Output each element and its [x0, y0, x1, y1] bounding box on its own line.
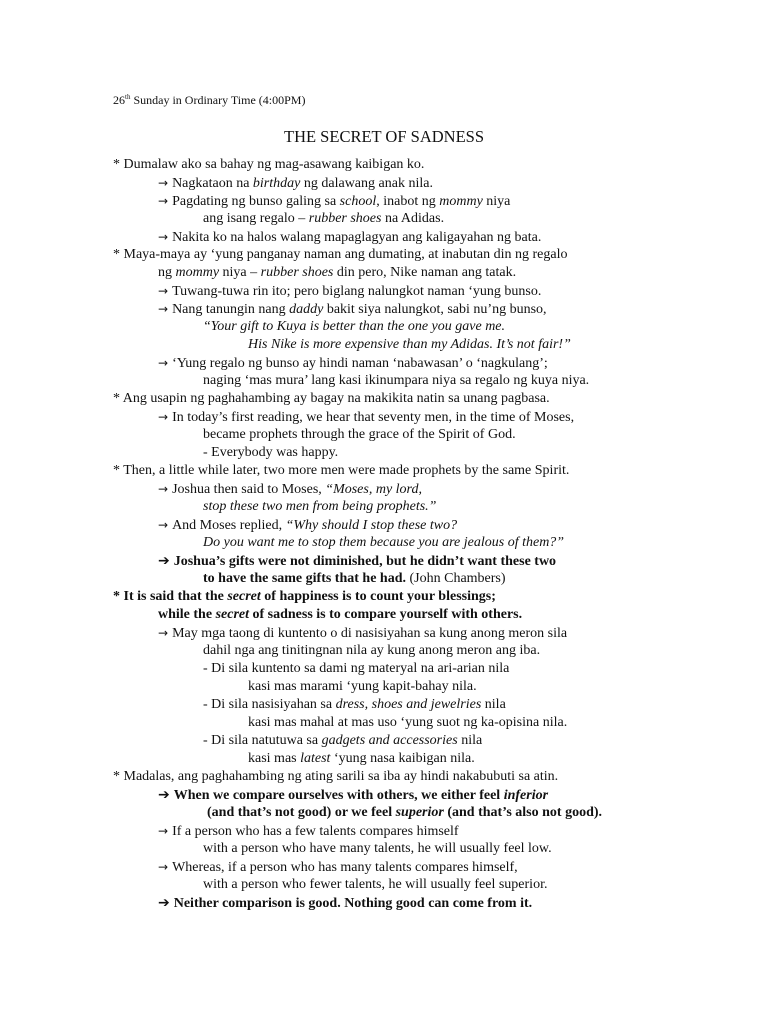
text-line	[203, 876, 547, 894]
text-segment: din pero, Nike naman ang tatak.	[333, 265, 517, 280]
text-segment: rubber shoes	[260, 265, 334, 280]
text-segment: became prophets through the grace of the Spirit of God.	[203, 427, 516, 442]
text-line	[158, 354, 548, 373]
text-segment: (and that’s not good) or we feel	[207, 805, 396, 820]
text-segment: Nagkataon na	[172, 176, 253, 191]
text-line	[158, 894, 532, 913]
text-line	[203, 660, 509, 678]
text-segment: Joshua’s gifts were not diminished, but he didn’t want these two	[173, 554, 557, 569]
text-segment: ‘yung nasa kaibigan nila.	[330, 751, 475, 766]
text-segment: - Everybody was happy.	[203, 445, 339, 460]
arrow-icon: →	[158, 860, 169, 874]
bold-arrow-icon: ➔	[158, 787, 170, 803]
text-line	[158, 408, 574, 427]
arrow-icon: →	[158, 230, 169, 244]
arrow-icon: →	[158, 284, 169, 298]
text-line	[158, 858, 518, 877]
text-segment: In today’s first reading, we hear that seventy men, in the time of Moses,	[172, 410, 575, 425]
text-line	[158, 552, 556, 571]
text-line	[203, 318, 505, 336]
text-segment: Whereas, if a person who has many talents compares himself,	[172, 860, 518, 875]
text-line	[248, 714, 567, 732]
bullet-marker: *	[113, 769, 120, 784]
text-segment: “Moses, my lord,	[325, 482, 422, 497]
text-segment: (and that’s also not good).	[443, 805, 603, 820]
text-segment: Then, a little while later, two more men were made prophets by the same Spirit.	[120, 463, 570, 478]
arrow-icon: →	[158, 356, 169, 370]
text-segment: (John Chambers)	[406, 571, 506, 586]
text-segment: secret	[215, 607, 249, 622]
text-line	[113, 156, 424, 174]
bullet-marker: *	[113, 247, 120, 262]
text-segment: to have the same gifts that he had.	[203, 571, 406, 586]
text-segment: niya –	[219, 265, 261, 280]
text-segment: dahil nga ang tinitingnan nila ay kung anong meron ang iba.	[203, 643, 541, 658]
bullet-marker: *	[113, 463, 120, 478]
page-header	[113, 93, 305, 108]
bullet-marker: *	[113, 391, 120, 406]
text-line	[203, 696, 506, 714]
text-segment: , inabot ng	[376, 194, 440, 209]
text-segment: ‘Yung regalo ng bunso ay hindi naman ‘nabawasan’ o ‘nagkulang’;	[172, 356, 548, 371]
bold-arrow-icon: ➔	[158, 895, 170, 911]
text-segment: with a person who have many talents, he will usually feel low.	[203, 841, 552, 856]
text-segment: ang isang regalo –	[203, 211, 309, 226]
text-segment: - Di sila kuntento sa dami ng materyal na ari-arian nila	[203, 661, 510, 676]
arrow-icon: →	[158, 626, 169, 640]
text-segment: dress, shoes and jewelries	[335, 697, 482, 712]
text-segment: while the	[158, 607, 216, 622]
text-segment: When we compare ourselves with others, we either feel	[173, 788, 504, 803]
text-segment: of sadness is to compare yourself with others.	[249, 607, 523, 622]
text-segment: nila	[457, 733, 483, 748]
text-segment: kasi mas	[248, 751, 301, 766]
text-segment: nila	[481, 697, 506, 712]
text-segment: - Di sila nasisiyahan sa	[203, 697, 336, 712]
text-line	[248, 678, 477, 696]
arrow-icon: →	[158, 176, 169, 190]
text-segment: Neither comparison is good. Nothing good can come from it.	[173, 896, 533, 911]
text-line	[113, 768, 558, 786]
text-line	[158, 786, 548, 805]
text-segment: kasi mas marami ‘yung kapit-bahay nila.	[248, 679, 477, 694]
text-line	[203, 444, 338, 462]
text-segment: Tuwang-tuwa rin ito; pero biglang nalungkot naman ‘yung bunso.	[172, 284, 542, 299]
text-line	[248, 750, 475, 768]
text-segment: Nakita ko na halos walang mapaglagyan ang kaligayahan ng bata.	[172, 230, 542, 245]
text-segment: - Di sila natutuwa sa	[203, 733, 322, 748]
text-segment: Dumalaw ako sa bahay ng mag-asawang kaibigan ko.	[120, 157, 425, 172]
bold-arrow-icon: ➔	[158, 553, 170, 569]
text-segment: secret	[227, 589, 261, 604]
text-segment: “Your gift to Kuya is better than the one you gave me.	[203, 319, 506, 334]
text-segment: May mga taong di kuntento o di nasisiyahan sa kung anong meron sila	[172, 626, 568, 641]
document-title: THE SECRET OF SADNESS	[283, 127, 485, 146]
bullet-marker: *	[113, 589, 120, 604]
text-line	[203, 570, 506, 588]
text-segment: daddy	[289, 302, 324, 317]
arrow-icon: →	[158, 302, 169, 316]
header-ordinal-number: 26	[113, 93, 125, 107]
text-segment: If a person who has a few talents compares himself	[172, 824, 459, 839]
text-line	[158, 174, 433, 193]
text-line	[158, 264, 516, 282]
arrow-icon: →	[158, 410, 169, 424]
text-segment: rubber shoes	[308, 211, 382, 226]
text-line	[113, 462, 569, 480]
text-segment: gadgets and accessories	[321, 733, 458, 748]
text-segment: latest	[300, 751, 331, 766]
text-segment: Ang usapin ng paghahambing ay bagay na makikita natin sa unang pagbasa.	[120, 391, 550, 406]
text-segment: na Adidas.	[381, 211, 445, 226]
text-segment: ng dalawang anak nila.	[300, 176, 433, 191]
arrow-icon: →	[158, 824, 169, 838]
text-line	[203, 840, 552, 858]
text-segment: of happiness is to count your blessings;	[260, 589, 496, 604]
arrow-icon: →	[158, 482, 169, 496]
text-line	[113, 246, 567, 264]
text-line	[203, 642, 540, 660]
text-segment: bakit siya nalungkot, sabi nu’ng bunso,	[323, 302, 547, 317]
text-line	[203, 426, 516, 444]
text-line	[203, 372, 589, 390]
text-segment: mommy	[175, 265, 220, 280]
text-segment: It is said that the	[120, 589, 228, 604]
text-line	[203, 210, 444, 228]
text-segment: Nang tanungin nang	[172, 302, 290, 317]
text-line	[203, 732, 482, 750]
arrow-icon: →	[158, 194, 169, 208]
text-line	[158, 192, 510, 211]
header-text: Sunday in Ordinary Time (4:00PM)	[130, 93, 306, 107]
text-line	[158, 282, 541, 301]
bullet-marker: *	[113, 157, 120, 172]
text-segment: Joshua then said to Moses,	[172, 482, 326, 497]
text-line	[158, 300, 547, 319]
text-line	[158, 822, 459, 841]
text-segment: superior	[395, 805, 444, 820]
text-segment: And Moses replied,	[172, 518, 286, 533]
text-segment: stop these two men from being prophets.”	[203, 499, 437, 514]
text-segment: Pagdating ng bunso galing sa	[172, 194, 340, 209]
text-line	[158, 624, 567, 643]
arrow-icon: →	[158, 518, 169, 532]
text-segment: Maya-maya ay ‘yung panganay naman ang dumating, at inabutan din ng regalo	[120, 247, 568, 262]
text-line	[158, 228, 541, 247]
text-line	[207, 804, 602, 822]
text-segment: “Why should I stop these two?	[285, 518, 458, 533]
text-segment: ng	[158, 265, 176, 280]
text-line	[248, 336, 571, 354]
text-line	[158, 516, 457, 535]
text-segment: with a person who fewer talents, he will usually feel superior.	[203, 877, 548, 892]
header-ordinal-suffix: th	[125, 93, 131, 101]
text-segment: mommy	[439, 194, 483, 209]
text-segment: His Nike is more expensive than my Adidas. It’s not fair!”	[248, 337, 571, 352]
text-line	[113, 588, 496, 606]
text-segment: birthday	[252, 176, 301, 191]
text-line	[158, 606, 522, 624]
text-line	[203, 534, 564, 552]
text-segment: Madalas, ang paghahambing ng ating sarili sa iba ay hindi nakabubuti sa atin.	[120, 769, 559, 784]
text-line	[203, 498, 436, 516]
text-segment: inferior	[503, 788, 549, 803]
text-line	[113, 390, 550, 408]
text-segment: school	[339, 194, 377, 209]
text-segment: kasi mas mahal at mas uso ‘yung suot ng ka-opisina nila.	[248, 715, 568, 730]
text-segment: naging ‘mas mura’ lang kasi ikinumpara niya sa regalo ng kuya niya.	[203, 373, 590, 388]
text-line	[158, 480, 422, 499]
text-segment: Do you want me to stop them because you are jealous of them?”	[203, 535, 565, 550]
text-segment: niya	[482, 194, 511, 209]
